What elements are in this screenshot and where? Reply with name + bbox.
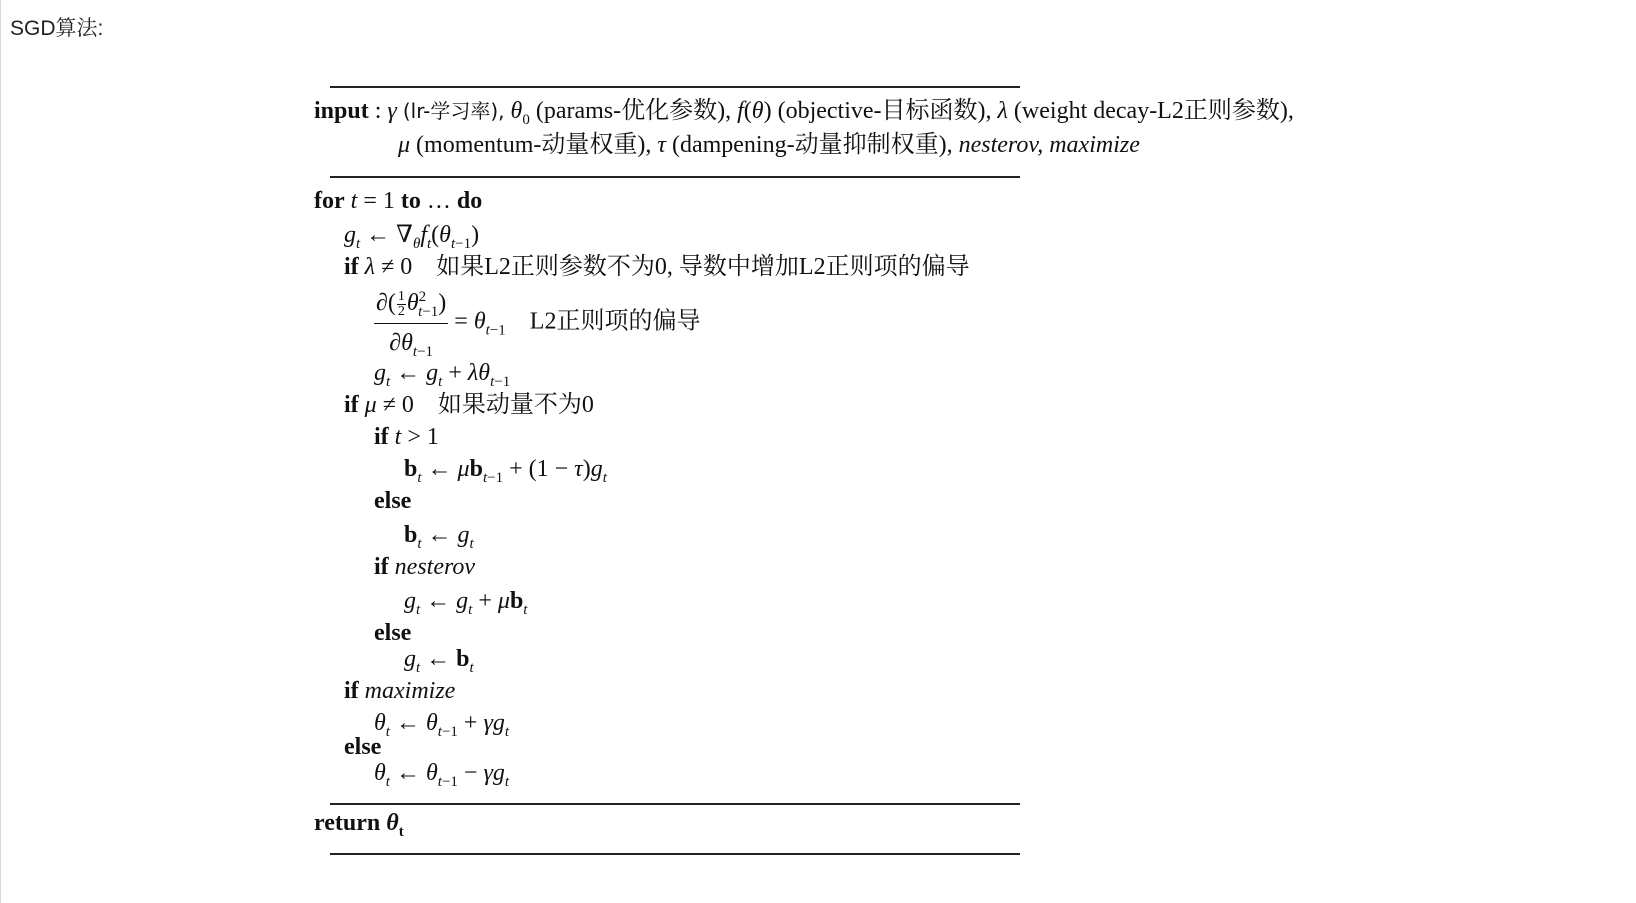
bottom-rule (330, 853, 1020, 855)
input-keyword: input (314, 98, 369, 124)
l2-partial-comment: L2正则项的偏导 (529, 308, 701, 335)
flags-desc: nesterov, maximize (958, 132, 1140, 158)
input-rule (330, 176, 1020, 178)
gradient-line: $g_t$ ← $\nabla_\theta f_t(\theta_{t-1})$ (344, 222, 480, 252)
if-lambda-line: if λ ≠ 0 如果L2正则参数不为0, 导数中增加L2正则项的偏导 (344, 254, 970, 280)
else-line-1: else (374, 488, 412, 514)
momentum-init-line: $b_t$ ← $g_t$ (404, 522, 474, 552)
lr-desc: (lr-学习率), (402, 99, 505, 123)
dampening-desc: (dampening-动量抑制权重), (671, 132, 953, 158)
else-line-3: else (344, 734, 382, 760)
l2-comment: 如果L2正则参数不为0, 导数中增加L2正则项的偏导 (436, 254, 970, 280)
for-line: for t = 1 to … do (314, 188, 483, 214)
nesterov-update-line: $g_t$ ← $g_t + \mu b_t$ (404, 588, 528, 618)
l2-update-line: $g_t$ ← $g_t + \lambda\theta_{t-1}$ (374, 360, 511, 390)
ascent-line: $\theta_t$ ← $\theta_{t-1} + \gamma g_t$ (374, 710, 510, 740)
left-border (0, 0, 1, 903)
algorithm-block (314, 0, 1630, 903)
if-t-line: if t > 1 (374, 424, 439, 450)
momentum-assign-line: $g_t$ ← $b_t$ (404, 646, 474, 676)
return-line: return $\theta_t$ (314, 810, 404, 840)
if-mu-line: if μ ≠ 0 如果动量不为0 (344, 392, 594, 418)
momentum-desc: (momentum-动量权重), (416, 132, 652, 158)
return-rule (330, 803, 1020, 805)
l2-partial-line: ∂( $\frac{1}{2}$ $\theta^2_{t-1}$) $\partial\theta_{t-1}$ = $\theta_{t-1}$ L2正则项的偏导 (376, 288, 701, 360)
momentum-comment: 如果动量不为0 (437, 392, 594, 418)
descent-line: $\theta_t$ ← $\theta_{t-1} - \gamma g_t$ (374, 760, 510, 790)
input-line-2: μ (momentum-动量权重), τ (dampening-动量抑制权重), nesterov, maximize (398, 132, 1140, 158)
momentum-update-line: $b_t$ ← $\mu b_{t-1} + (1 - \tau)g_t$ (404, 456, 607, 486)
params-desc: (params-优化参数), (535, 98, 732, 124)
if-nesterov-line: if nesterov (374, 554, 476, 580)
input-line-1: input : γ (lr-学习率), $\theta_0$ (params-优化参数), f(θ) (objective-目标函数), λ (weight decay-L2正则参数), (314, 98, 1294, 128)
if-maximize-line: if maximize (344, 678, 456, 704)
objective-desc: (objective-目标函数), (777, 98, 992, 124)
else-line-2: else (374, 620, 412, 646)
page-heading: SGD算法: (10, 17, 104, 40)
weight-decay-desc: (weight decay-L2正则参数), (1013, 98, 1294, 124)
top-rule (330, 86, 1020, 88)
